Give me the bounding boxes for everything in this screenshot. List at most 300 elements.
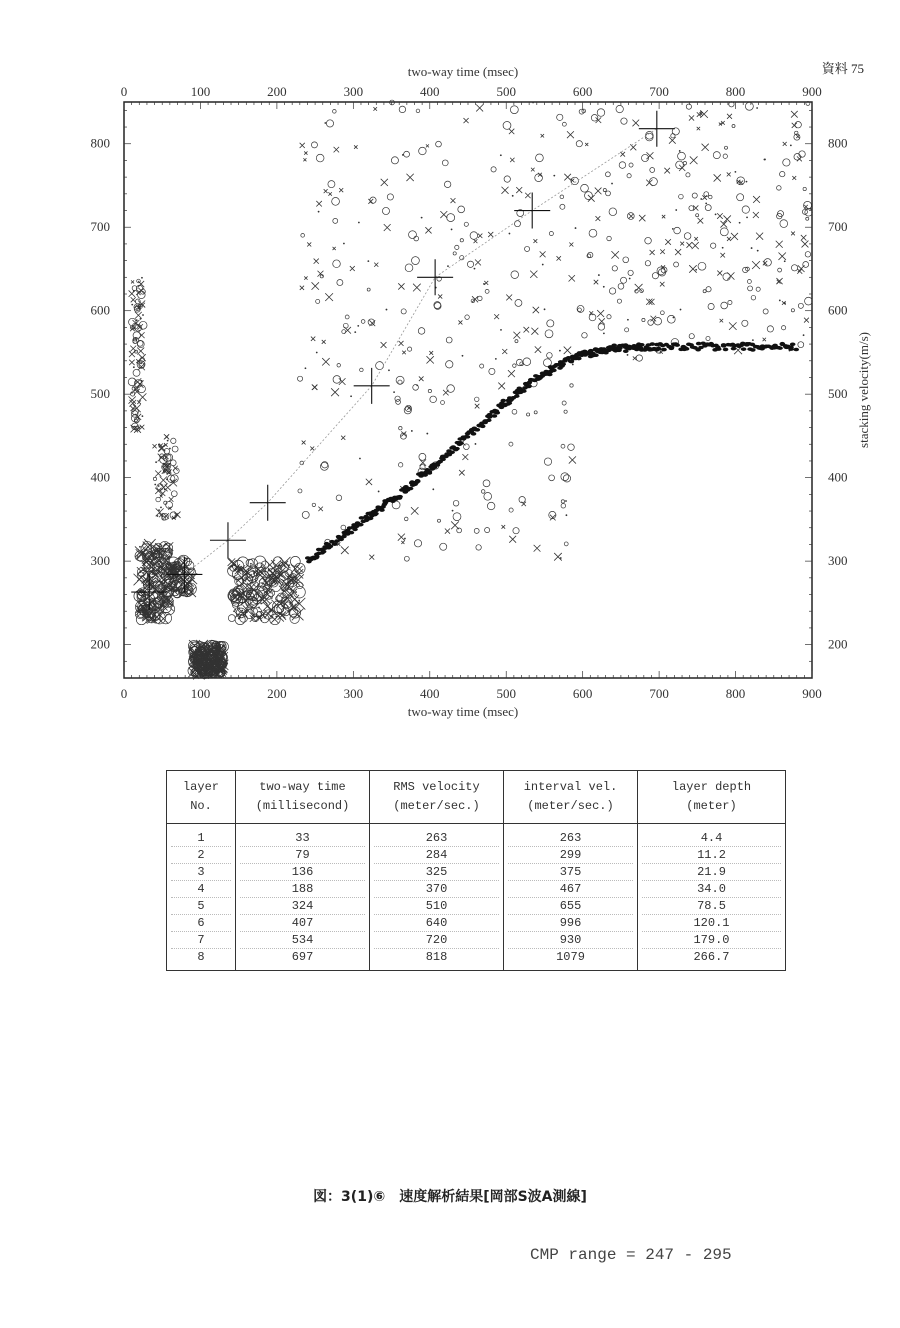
scatter-circle [798,303,803,308]
scatter-circle [458,206,465,213]
scatter-cross [419,376,424,381]
scatter-cross [164,434,169,439]
table-cell: 375 [508,864,633,881]
scatter-cross [475,404,480,409]
scatter-dot [462,355,464,357]
scatter-circle [343,323,348,328]
y-tick-label-right: 600 [828,302,848,318]
scatter-cross [138,288,144,294]
scatter-circle [660,311,664,315]
scatter-circle [476,545,481,550]
table-cell: 720 [374,932,499,949]
scatter-circle [396,399,401,404]
trend-point [521,389,527,393]
scatter-circle [547,320,554,327]
scatter-circle [474,528,479,533]
scatter-cross [509,536,516,543]
scatter-cross [660,249,665,254]
scatter-circle [561,504,566,509]
x-tick-label: 900 [802,686,822,701]
scatter-circle [648,320,654,326]
scatter-cross [686,242,691,247]
scatter-cross [540,251,546,257]
scatter-circle [332,198,340,206]
scatter-circle [153,477,156,480]
scatter-dot [199,655,201,657]
scatter-cross [312,385,317,390]
pick-line [149,129,657,592]
scatter-dot [432,488,434,490]
y-tick-label: 800 [90,135,110,151]
scatter-dot [169,448,171,450]
trend-point [486,418,492,422]
scatter-cross [398,283,404,289]
scatter-dot [764,159,766,161]
scatter-circle [333,218,338,223]
scatter-cross [680,242,684,246]
x-tick-label-top: 0 [120,84,128,99]
scatter-cross [162,557,170,565]
scatter-circle [515,299,522,306]
scatter-cross [629,214,634,219]
scatter-circle [311,142,317,148]
column-rms [370,824,504,971]
scatter-circle [489,368,495,374]
scatter-cross [564,347,571,354]
scatter-dot [275,616,277,618]
scatter-cross [702,144,709,151]
scatter-circle [511,271,519,279]
scatter-circle [742,320,748,326]
scatter-dot [157,515,159,517]
trend-point [427,471,433,475]
scatter-circle [728,300,732,304]
scatter-cross [339,188,343,192]
scatter-circle [404,517,408,521]
figure-caption: 図：3(1)⑥ 速度解析結果[岡部S波A測線] [313,1189,587,1205]
scatter-circle [544,458,551,465]
scatter-dot [250,565,252,567]
trend-point [793,348,799,352]
scatter-circle [455,245,459,249]
scatter-circle [618,283,624,289]
scatter-circle [620,277,626,283]
scatter-dot [134,426,136,428]
trend-point [551,369,557,373]
scatter-circle [405,264,413,272]
scatter-cross [533,239,537,243]
scatter-circle [706,336,710,340]
scatter-cross [464,118,469,123]
scatter-cross [381,179,388,186]
scatter-circle [562,122,566,126]
scatter-circle [464,444,470,450]
x-tick-label-top: 900 [802,84,822,99]
trend-point [741,347,747,351]
scatter-cross [333,247,336,250]
scatter-dot [318,211,320,213]
scatter-circle [564,542,568,546]
scatter-circle [589,229,597,237]
scatter-circle [581,184,589,192]
scatter-circle [777,186,782,191]
scatter-cross [350,266,355,271]
scatter-dot [629,278,631,280]
scatter-dot [784,302,786,304]
scatter-circle [686,173,690,177]
trend-point [492,414,498,418]
velocity-pick-cross [417,259,453,295]
table-header-row [167,771,786,824]
scatter-circle [799,151,805,157]
scatter-cross [139,393,147,401]
scatter-circle [156,497,161,502]
scatter-dot [559,350,561,352]
scatter-circle [298,376,303,381]
scatter-dot [195,668,197,670]
scatter-dot [258,607,260,609]
scatter-cross [798,265,805,272]
scatter-cross [478,234,482,238]
scatter-cross [635,284,643,292]
table-cell: 136 [240,864,365,881]
scatter-circle [607,236,612,241]
scatter-dot [158,509,160,511]
scatter-cross [692,242,699,249]
trend-point [560,362,566,366]
scatter-circle [333,110,337,114]
scatter-cross [557,256,561,260]
scatter-circle [345,315,349,319]
x-tick-label: 100 [190,686,211,701]
scatter-cross [727,114,732,119]
scatter-cross [341,546,349,554]
scatter-cross [440,211,447,218]
scatter-circle [805,252,811,258]
scatter-circle [549,475,555,481]
scatter-cross [508,370,515,377]
scatter-cross [402,351,406,355]
trend-point [661,348,667,352]
scatter-cross [303,158,306,161]
scatter-circle [654,318,662,326]
y-tick-label: 700 [90,219,110,235]
scatter-cross [509,129,514,134]
scatter-circle [737,194,744,201]
scatter-cross [426,356,433,363]
scatter-cross [756,233,763,240]
scatter-dot [565,500,567,502]
scatter-cross [567,131,574,138]
scatter-cross [802,241,809,248]
scatter-circle [710,243,715,248]
x-tick-label-top: 600 [572,84,593,99]
scatter-circle [798,342,804,348]
scatter-circle [464,222,468,226]
column-times [236,824,370,971]
scatter-dot [359,458,361,460]
scatter-cross [302,441,306,445]
cmp-range: CMP range = 247 - 295 [530,1246,732,1264]
scatter-circle [447,385,455,393]
scatter-cross [459,470,465,476]
scatter-circle [509,508,513,512]
table-cell: 5 [171,898,231,915]
scatter-circle [642,318,645,321]
scatter-circle [689,206,694,211]
scatter-dot [295,591,297,593]
scatter-circle [628,270,633,275]
tick-marks [124,102,812,678]
scatter-cross [174,512,180,518]
scatter-circle [806,217,809,220]
trend-point [669,345,675,349]
scatter-cross [413,284,421,292]
scatter-circle [606,191,611,196]
velocity-pick-cross [354,368,390,404]
scatter-cross [501,525,505,529]
scatter-cross [312,282,319,289]
scatter-dot [411,430,413,432]
scatter-dot [426,433,428,435]
scatter-cross [341,436,345,440]
scatter-cross [314,259,319,264]
scatter-cross [138,281,144,287]
scatter-circle [382,207,389,214]
x-axis-label: two-way time (msec) [407,704,519,719]
table-cell: 299 [508,847,633,864]
scatter-dot [722,247,724,249]
scatter-circle [342,330,346,334]
scatter-circle [645,237,652,244]
scatter-circle [742,206,749,213]
scatter-circle [419,147,427,155]
scatter-circle [720,228,728,236]
trend-point [656,347,662,351]
scatter-circle [301,233,305,237]
x-tick-label: 600 [572,686,593,701]
scatter-cross [406,174,413,181]
table-cell: 1079 [556,950,585,964]
scatter-cross [381,342,387,348]
scatter-cross [665,239,671,245]
scatter-dot [603,286,605,288]
scatter-cross [776,241,783,248]
scatter-circle [708,303,714,309]
trend-point [593,353,599,357]
scatter-cross [369,555,374,560]
scatter-dot [150,598,152,600]
scatter-cross [752,261,760,269]
scatter-circle [547,353,553,359]
scatter-circle [561,500,564,503]
scatter-circle [564,410,567,413]
scatter-dot [358,222,360,224]
table-cell: 640 [374,915,499,932]
scatter-circle [536,154,544,162]
scatter-circle [705,205,711,211]
scatter-dot [700,198,702,200]
scatter-dot [266,591,268,593]
scatter-circle [418,328,425,335]
scatter-cross [425,227,431,233]
scatter-dot [447,265,449,267]
scatter-dot [611,183,613,185]
scatter-dot [512,195,514,197]
scatter-dot [790,145,792,147]
scatter-cross [720,253,725,258]
scatter-circle [692,193,697,198]
scatter-cross [595,216,600,221]
table-cell: 655 [508,898,633,915]
scatter-circle [609,208,617,216]
scatter-circle [453,513,461,521]
velocity-table [166,770,786,971]
scatter-cross [513,332,520,339]
scatter-cross [331,388,339,396]
scatter-circle [650,168,655,173]
trend-point [650,342,656,346]
column-depth [638,824,786,971]
trend-point [471,432,477,436]
column-layers [167,824,236,971]
scatter-dot [316,352,318,354]
scatter-cross [373,107,377,111]
scatter-cross [729,322,737,330]
scatter-dot [715,213,717,215]
scatter-circle [416,109,420,113]
scatter-dot [221,657,223,659]
scatter-circle [698,262,706,270]
y-tick-label: 600 [90,302,110,318]
table-cell: 179.0 [642,932,781,949]
scatter-circle [683,161,686,164]
scatter-circle [515,340,518,343]
scatter-cross [502,349,507,354]
scatter-circle [597,109,605,117]
scatter-dot [739,222,741,224]
scatter-cross [325,293,333,301]
scatter-cross [698,218,704,224]
scatter-cross [714,174,721,181]
scatter-cross [564,174,571,181]
trend-point [408,487,414,491]
scatter-circle [337,364,341,368]
scatter-circle [504,176,510,182]
trend-point [576,356,582,360]
x-tick-label-top: 700 [649,84,669,99]
scatter-circle [485,527,490,532]
scatter-cross [632,120,639,127]
scatter-dot [254,616,256,618]
table-cell: 284 [374,847,499,864]
y-tick-label: 500 [90,386,110,402]
x-tick-label: 700 [649,686,669,701]
scatter-cross [763,338,766,341]
scatter-circle [487,502,495,510]
scatter-circle [387,194,393,200]
scatter-dot [357,325,359,327]
table-cell: 510 [374,898,499,915]
scatter-circle [470,232,478,240]
scatter-cross [384,224,391,231]
scatter-cross [660,282,665,287]
scatter-cross [727,237,731,241]
scatter-circle [290,614,299,623]
scatter-circle [516,359,522,365]
scatter-circle [414,540,421,547]
scatter-circle [674,227,681,234]
scatter-dot [386,309,388,311]
table-cell: 370 [374,881,499,898]
scatter-cross [304,276,307,279]
scatter-dot [572,364,574,366]
x-tick-label: 500 [496,686,516,701]
scatter-circle [326,120,333,127]
scatter-dot [260,603,262,605]
scatter-cross [804,318,809,323]
scatter-dot [416,384,418,386]
scatter-cross [451,198,456,203]
scatter-dot [675,209,677,211]
trend-point [777,346,783,350]
scatter-cross [535,346,541,352]
scatter-circle [481,490,485,494]
scatter-cross [525,193,530,198]
scatter-circle [328,181,335,188]
scatter-circle [171,438,176,443]
scatter-dot [679,150,681,152]
trend-point [684,347,690,351]
scatter-circle [617,299,621,303]
scatter-circle [341,525,346,530]
scatter-circle [491,167,496,172]
trend-point [397,495,403,499]
scatter-circle [570,384,573,387]
scatter-circle [407,347,411,351]
scatter-cross [374,263,378,267]
scatter-dot [421,217,423,219]
scatter-circle [447,214,455,222]
scatter-circle [525,246,530,251]
scatter-dot [324,122,326,124]
scatter-dot [746,216,748,218]
velocity-pick-cross [639,111,675,147]
scatter-circle [484,492,492,500]
scatter-dot [784,260,786,262]
scatter-circle [767,326,773,332]
scatter-circle [453,252,456,255]
scatter-dot [139,546,141,548]
scatter-dot [566,514,568,516]
scatter-dot [752,339,754,341]
header-rms: RMS velocity (meter/sec.) [370,771,504,824]
scatter-dot [746,181,748,183]
scatter-dot [705,202,707,204]
y-tick-label: 400 [90,469,110,485]
scatter-circle [578,308,582,312]
scatter-circle [441,401,445,405]
scatter-cross [801,235,807,241]
trend-point [373,512,379,516]
scatter-cross [776,278,782,284]
scatter-dot [500,154,502,156]
scatter-circle [138,291,146,299]
scatter-circle [576,141,582,147]
scatter-cross [494,314,499,319]
scatter-cross [662,215,665,218]
scatter-circle [316,154,324,162]
